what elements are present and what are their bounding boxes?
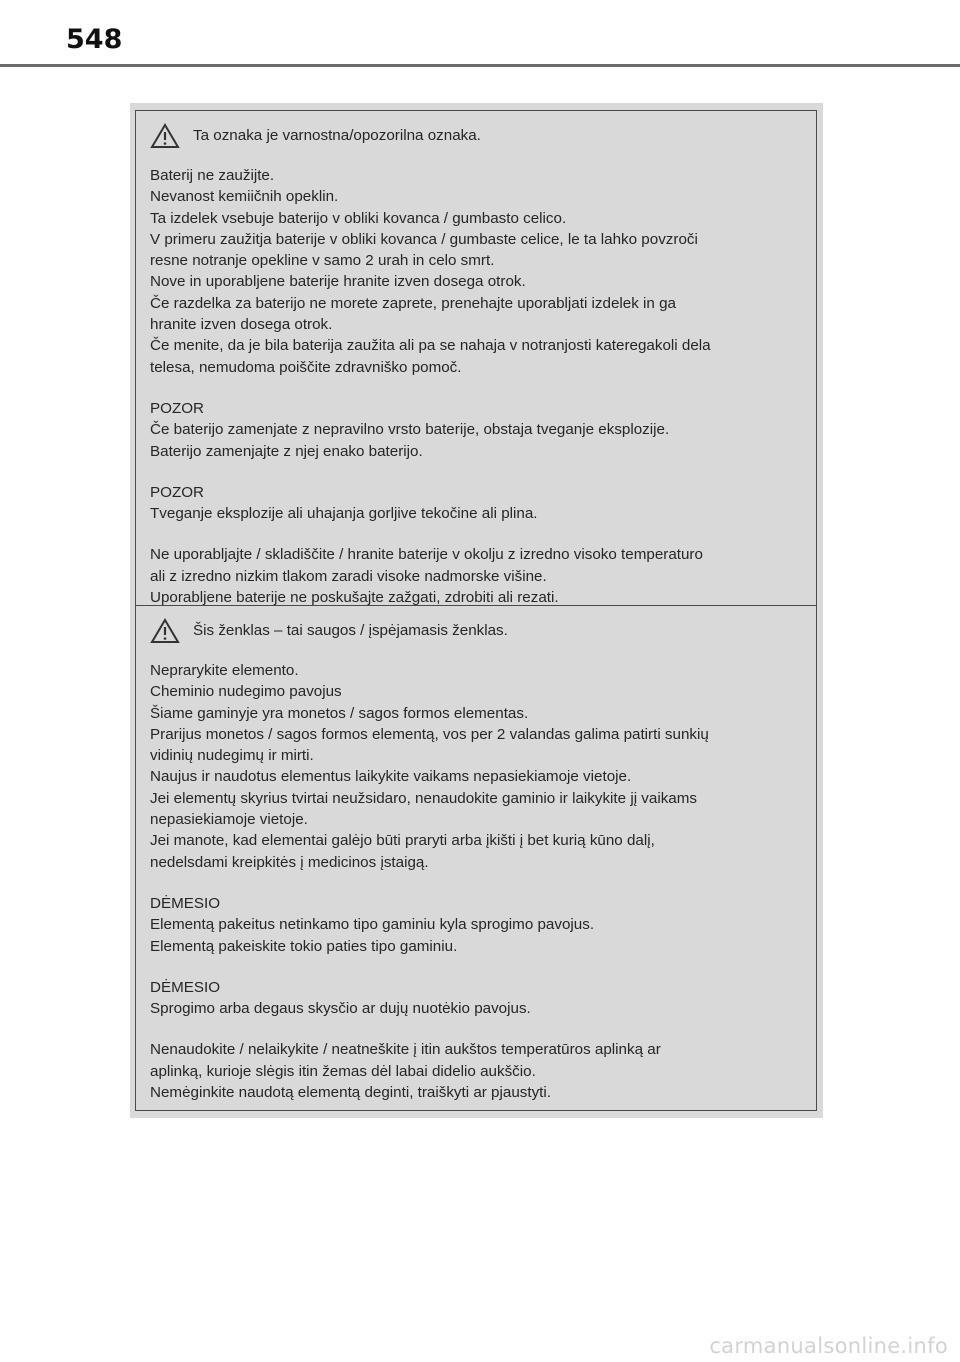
text-line: Nenaudokite / nelaikykite / neatneškite į itin aukštos temperatūros aplinką ar	[150, 1041, 661, 1059]
text-line: ali z izredno nizkim tlakom zaradi visoke nadmorske višine.	[150, 567, 547, 585]
slovenian-paragraph-3	[150, 482, 804, 525]
text-line: aplinką, kurioje slėgis itin žemas dėl labai didelio aukščio.	[150, 1062, 536, 1080]
text-line: Baterij ne zaužijte.	[150, 167, 275, 184]
text-line: vidinių nudegimų ir mirti.	[150, 747, 314, 765]
lithuanian-paragraph-4	[150, 1039, 804, 1103]
warning-triangle-icon	[150, 618, 180, 644]
text-line: telesa, nemudoma poiščite zdravniško pomoč.	[150, 358, 462, 376]
text-line: Ne uporabljajte / skladiščite / hranite baterije v okolju z izredno visoko temperaturo	[150, 546, 703, 564]
text-line: Prarijus monetos / sagos formos elementą, vos per 2 valandas galima patirti sunkių	[150, 725, 709, 743]
text-line: Neprarykite elemento.	[150, 662, 299, 679]
lithuanian-paragraph-2	[150, 893, 804, 957]
text-line: Elementą pakeiskite tokio paties tipo gaminiu.	[150, 937, 458, 955]
text-line: Nemėginkite naudotą elementą deginti, traiškyti ar pjaustyti.	[150, 1084, 551, 1102]
warning-triangle-icon	[150, 123, 180, 149]
text-line: Nove in uporabljene baterije hranite izven dosega otrok.	[150, 273, 526, 291]
lithuanian-warning-header	[150, 616, 804, 646]
text-line: Če razdelka za baterijo ne morete zaprete, prenehajte uporabljati izdelek in ga	[150, 294, 676, 312]
text-line: Jei manote, kad elementai galėjo būti praryti arba įkišti į bet kurią kūno dalį,	[150, 832, 655, 850]
text-line: hranite izven dosega otrok.	[150, 316, 333, 334]
slovenian-paragraph-1	[150, 165, 804, 378]
text-line: V primeru zaužitja baterije v obliki kovanca / gumbaste celice, le ta lahko povzroči	[150, 230, 698, 248]
lithuanian-warning-box	[135, 606, 817, 1111]
text-line: Če menite, da je bila baterija zaužita ali pa se nahaja v notranjosti kateregakoli dela	[150, 337, 711, 355]
text-line: Šiame gaminyje yra monetos / sagos formos elementas.	[150, 704, 529, 722]
slovenian-paragraph-4	[150, 544, 804, 608]
text-line: resne notranje opekline v samo 2 urah in celo smrt.	[150, 252, 495, 270]
caution-heading: DĖMESIO	[150, 894, 221, 912]
text-line: Jei elementų skyrius tvirtai neužsidaro, nenaudokite gaminio ir laikykite jį vaikams	[150, 789, 697, 807]
slovenian-warning-box	[135, 110, 817, 606]
text-line: Tveganje eksplozije ali uhajanja gorljive tekočine ali plina.	[150, 505, 538, 523]
caution-heading: POZOR	[150, 399, 205, 417]
watermark: carmanualsonline.info	[709, 1334, 948, 1358]
lithuanian-paragraph-1	[150, 660, 804, 873]
text-line: nepasiekiamoje vietoje.	[150, 811, 308, 829]
text-line: Elementą pakeitus netinkamo tipo gaminiu kyla sprogimo pavojus.	[150, 916, 595, 934]
slovenian-warning-header	[150, 121, 804, 151]
lithuanian-paragraph-3	[150, 977, 804, 1020]
text-line: Sprogimo arba degaus skysčio ar dujų nuotėkio pavojus.	[150, 1000, 531, 1018]
text-line: Nevanost kemiičnih opeklin.	[150, 188, 339, 206]
caution-heading: DĖMESIO	[150, 978, 221, 996]
text-line: Ta izdelek vsebuje baterijo v obliki kovanca / gumbasto celico.	[150, 209, 567, 227]
caution-heading: POZOR	[150, 483, 205, 501]
slovenian-header-text: Ta oznaka je varnostna/opozorilna oznaka.	[193, 127, 481, 145]
slovenian-paragraph-2	[150, 398, 804, 462]
text-line: Uporabljene baterije ne poskušajte zažgati, zdrobiti ali rezati.	[150, 589, 559, 607]
scanned-warning-label	[130, 103, 823, 1118]
text-line: Če baterijo zamenjate z nepravilno vrsto baterije, obstaja tveganje eksplozije.	[150, 421, 670, 439]
text-line: Baterijo zamenjajte z njej enako baterijo.	[150, 442, 423, 460]
lithuanian-header-text: Šis ženklas – tai saugos / įspėjamasis ženklas.	[193, 622, 508, 640]
text-line: Cheminio nudegimo pavojus	[150, 683, 342, 701]
text-line: nedelsdami kreipkitės į medicinos įstaigą.	[150, 853, 429, 871]
header-divider	[0, 64, 960, 67]
page-number: 548	[66, 24, 123, 55]
text-line: Naujus ir naudotus elementus laikykite vaikams nepasiekiamoje vietoje.	[150, 768, 632, 786]
